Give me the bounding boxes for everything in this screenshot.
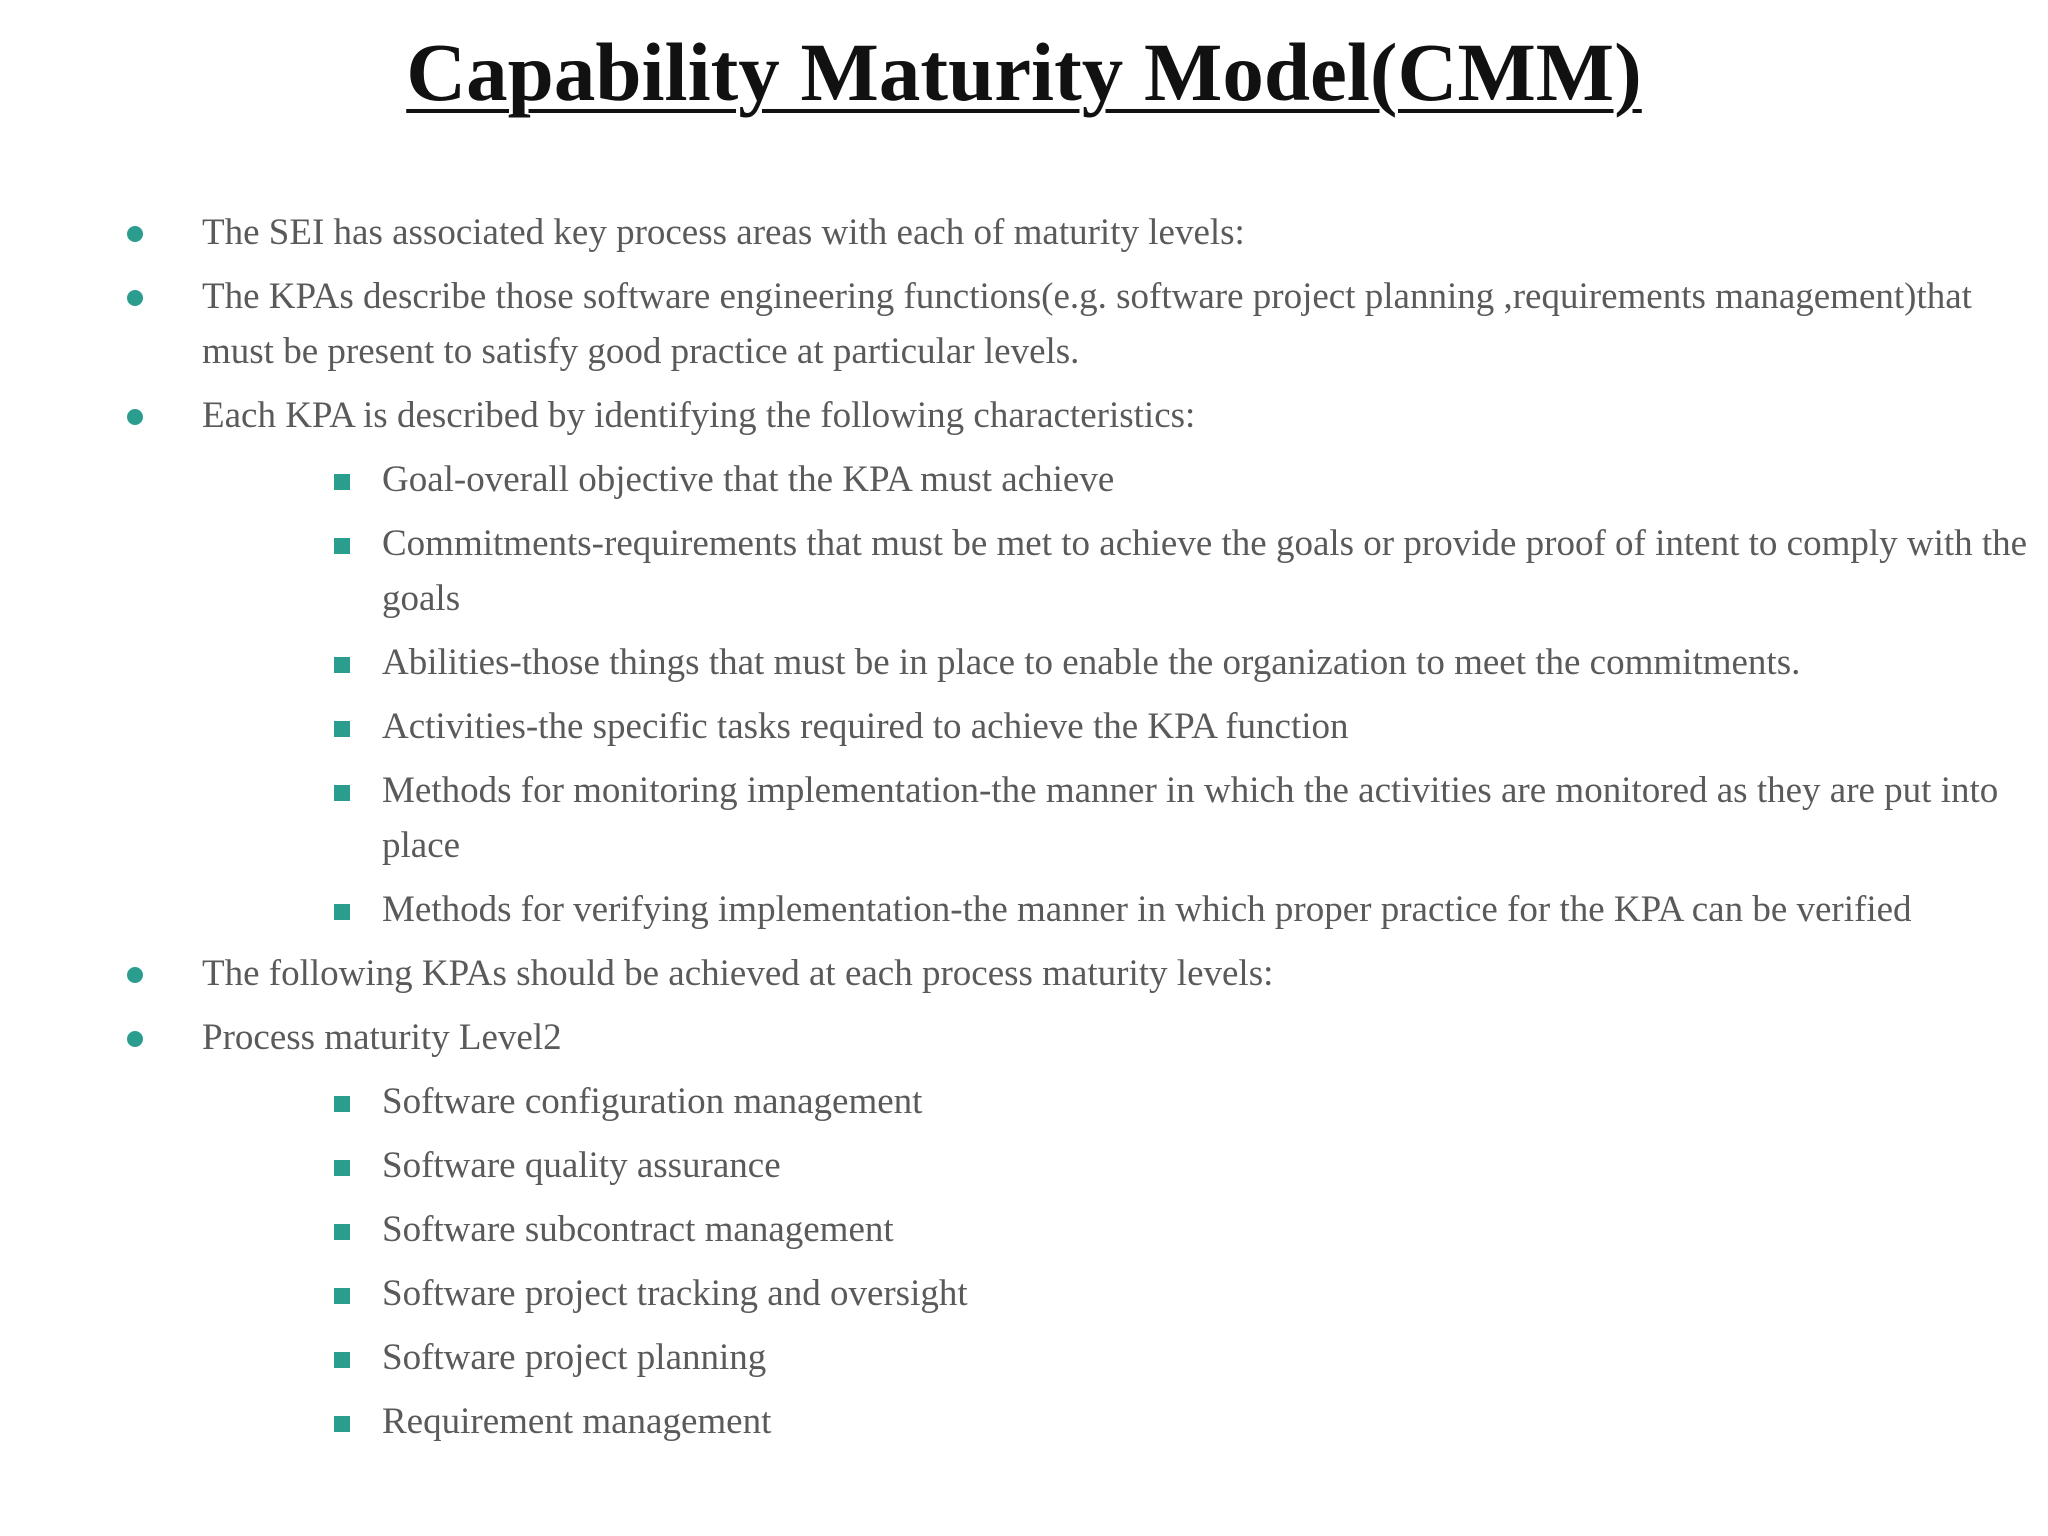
sub-list-item — [0, 699, 2048, 754]
sub-list-item — [0, 1394, 2048, 1449]
list-item — [0, 205, 2048, 260]
list-item — [0, 388, 2048, 443]
square-bullet-icon — [334, 1288, 350, 1304]
list-item-text: Activities-the specific tasks required to achieve the KPA function — [382, 706, 1349, 747]
square-bullet-icon — [334, 474, 350, 490]
square-bullet-icon — [334, 657, 350, 673]
page-title: Capability Maturity Model(CMM) — [406, 26, 1642, 118]
list-item-text: Software quality assurance — [382, 1145, 781, 1186]
square-bullet-icon — [334, 538, 350, 554]
sub-list-item — [0, 1266, 2048, 1321]
circle-bullet-icon — [127, 1031, 143, 1047]
sub-list-item — [0, 1202, 2048, 1257]
list-item-text: Software project tracking and oversight — [382, 1273, 968, 1314]
circle-bullet-icon — [127, 226, 143, 242]
circle-bullet-icon — [127, 967, 143, 983]
list-item — [0, 269, 2048, 379]
list-item-text: The KPAs describe those software engineering functions(e.g. software project planning ,requirements management)that must be present to satisfy good practice at particular levels. — [202, 276, 1972, 372]
sub-list-item — [0, 1138, 2048, 1193]
list-item-text: Commitments-requirements that must be met to achieve the goals or provide proof of intent to comply with the goals — [382, 523, 2028, 619]
bullet-list — [0, 205, 2048, 1458]
circle-bullet-icon — [127, 290, 143, 306]
list-item-text: Software subcontract management — [382, 1209, 894, 1250]
sub-list-item — [0, 516, 2048, 626]
list-item-text: Software project planning — [382, 1337, 767, 1378]
sub-list-item — [0, 882, 2048, 937]
list-item-text: The following KPAs should be achieved at each process maturity levels: — [202, 953, 1274, 994]
list-item-text: The SEI has associated key process areas with each of maturity levels: — [202, 212, 1245, 253]
list-item-text: Software configuration management — [382, 1081, 923, 1122]
list-item-text: Abilities-those things that must be in place to enable the organization to meet the commitments. — [382, 642, 1801, 683]
list-item-text: Methods for verifying implementation-the manner in which proper practice for the KPA can be verified — [382, 889, 1912, 930]
list-item-text: Process maturity Level2 — [202, 1017, 562, 1058]
list-item-text: Goal-overall objective that the KPA must achieve — [382, 459, 1115, 500]
sub-list-item — [0, 1330, 2048, 1385]
square-bullet-icon — [334, 785, 350, 801]
list-item — [0, 1010, 2048, 1065]
square-bullet-icon — [334, 904, 350, 920]
square-bullet-icon — [334, 1352, 350, 1368]
sub-list-item — [0, 763, 2048, 873]
sub-list-item — [0, 452, 2048, 507]
list-item-text: Each KPA is described by identifying the following characteristics: — [202, 395, 1196, 436]
list-item — [0, 946, 2048, 1001]
list-item-text: Requirement management — [382, 1401, 772, 1442]
square-bullet-icon — [334, 721, 350, 737]
square-bullet-icon — [334, 1096, 350, 1112]
square-bullet-icon — [334, 1160, 350, 1176]
list-item-text: Methods for monitoring implementation-the manner in which the activities are monitored as they are put into place — [382, 770, 1999, 866]
square-bullet-icon — [334, 1416, 350, 1432]
circle-bullet-icon — [127, 409, 143, 425]
sub-list-item — [0, 1074, 2048, 1129]
square-bullet-icon — [334, 1224, 350, 1240]
sub-list-item — [0, 635, 2048, 690]
